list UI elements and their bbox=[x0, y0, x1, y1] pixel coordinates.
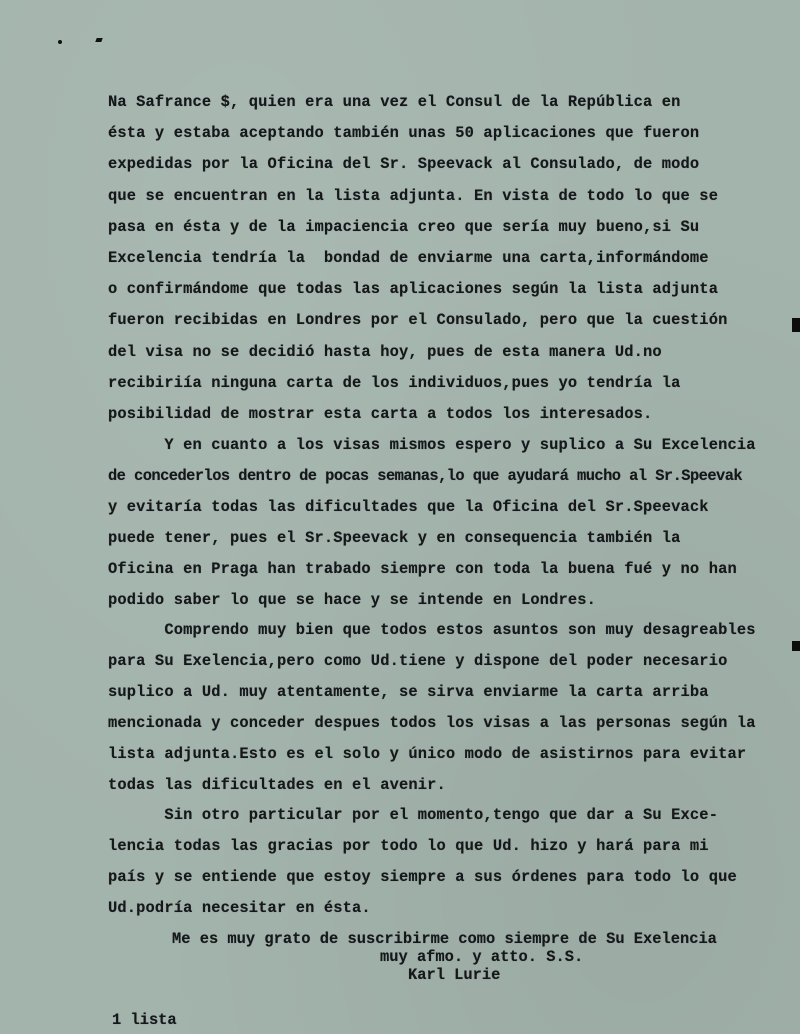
closing-line: Me es muy grato de suscribirme como siempre de Su Exelencia bbox=[172, 930, 717, 948]
body-line: pasa en ésta y de la impaciencia creo que sería muy bueno,si Su bbox=[108, 218, 700, 236]
edge-mark bbox=[792, 318, 800, 332]
body-line: ésta y estaba aceptando también unas 50 aplicaciones que fueron bbox=[108, 124, 700, 142]
body-line: fueron recibidas en Londres por el Consulado, pero que la cuestión bbox=[108, 311, 728, 329]
body-line: Sin otro particular por el momento,tengo que dar a Su Exce- bbox=[108, 806, 719, 824]
body-line: Ud.podría necesitar en ésta. bbox=[108, 899, 371, 917]
body-line: todas las dificultades en el avenir. bbox=[108, 776, 446, 794]
body-line: que se encuentran en la lista adjunta. En vista de todo lo que se bbox=[108, 187, 719, 205]
body-line: podido saber lo que se hace y se intende en Londres. bbox=[108, 591, 597, 609]
body-line: Oficina en Praga han trabado siempre con toda la buena fué y no han bbox=[108, 560, 737, 578]
body-line: del visa no se decidió hasta hoy, pues de esta manera Ud.no bbox=[108, 343, 662, 361]
body-line: mencionada y conceder despues todos los visas a las personas según la bbox=[108, 714, 756, 732]
body-line: y evitaría todas las dificultades que la Oficina del Sr.Speevack bbox=[108, 498, 709, 516]
body-line: Y en cuanto a los visas mismos espero y suplico a Su Excelencia bbox=[108, 436, 756, 454]
body-line: de concederlos dentro de pocas semanas,lo que ayudará mucho al Sr.Speevak bbox=[108, 467, 743, 485]
body-line: o confirmándome que todas las aplicaciones según la lista adjunta bbox=[108, 280, 719, 298]
body-line: para Su Exelencia,pero como Ud.tiene y dispone del poder necesario bbox=[108, 652, 728, 670]
body-line: lista adjunta.Esto es el solo y único modo de asistirnos para evitar bbox=[108, 745, 747, 763]
corner-mark bbox=[95, 38, 102, 42]
body-line: puede tener, pues el Sr.Speevack y en consequencia también la bbox=[108, 529, 681, 547]
enclosure-note: 1 lista bbox=[112, 1011, 177, 1029]
body-line: posibilidad de mostrar esta carta a todos los interesados. bbox=[108, 405, 653, 423]
body-line: Excelencia tendría la bondad de enviarme una carta,informándome bbox=[108, 249, 709, 267]
edge-mark bbox=[792, 641, 800, 651]
body-line: expedidas por la Oficina del Sr. Speevack al Consulado, de modo bbox=[108, 155, 700, 173]
body-line: país y se entiende que estoy siempre a sus órdenes para todo lo que bbox=[108, 868, 737, 886]
body-line: Comprendo muy bien que todos estos asuntos son muy desagreables bbox=[108, 621, 756, 639]
punch-hole-mark bbox=[58, 40, 62, 44]
body-line: suplico a Ud. muy atentamente, se sirva enviarme la carta arriba bbox=[108, 683, 709, 701]
closing-courtesy: muy afmo. y atto. S.S. bbox=[380, 948, 584, 966]
body-line: Na Safrance $, quien era una vez el Consul de la República en bbox=[108, 93, 681, 111]
body-line: recibiriía ninguna carta de los individuos,pues yo tendría la bbox=[108, 374, 681, 392]
signature-name: Karl Lurie bbox=[408, 966, 501, 984]
body-line: lencia todas las gracias por todo lo que Ud. hizo y hará para mi bbox=[108, 837, 709, 855]
